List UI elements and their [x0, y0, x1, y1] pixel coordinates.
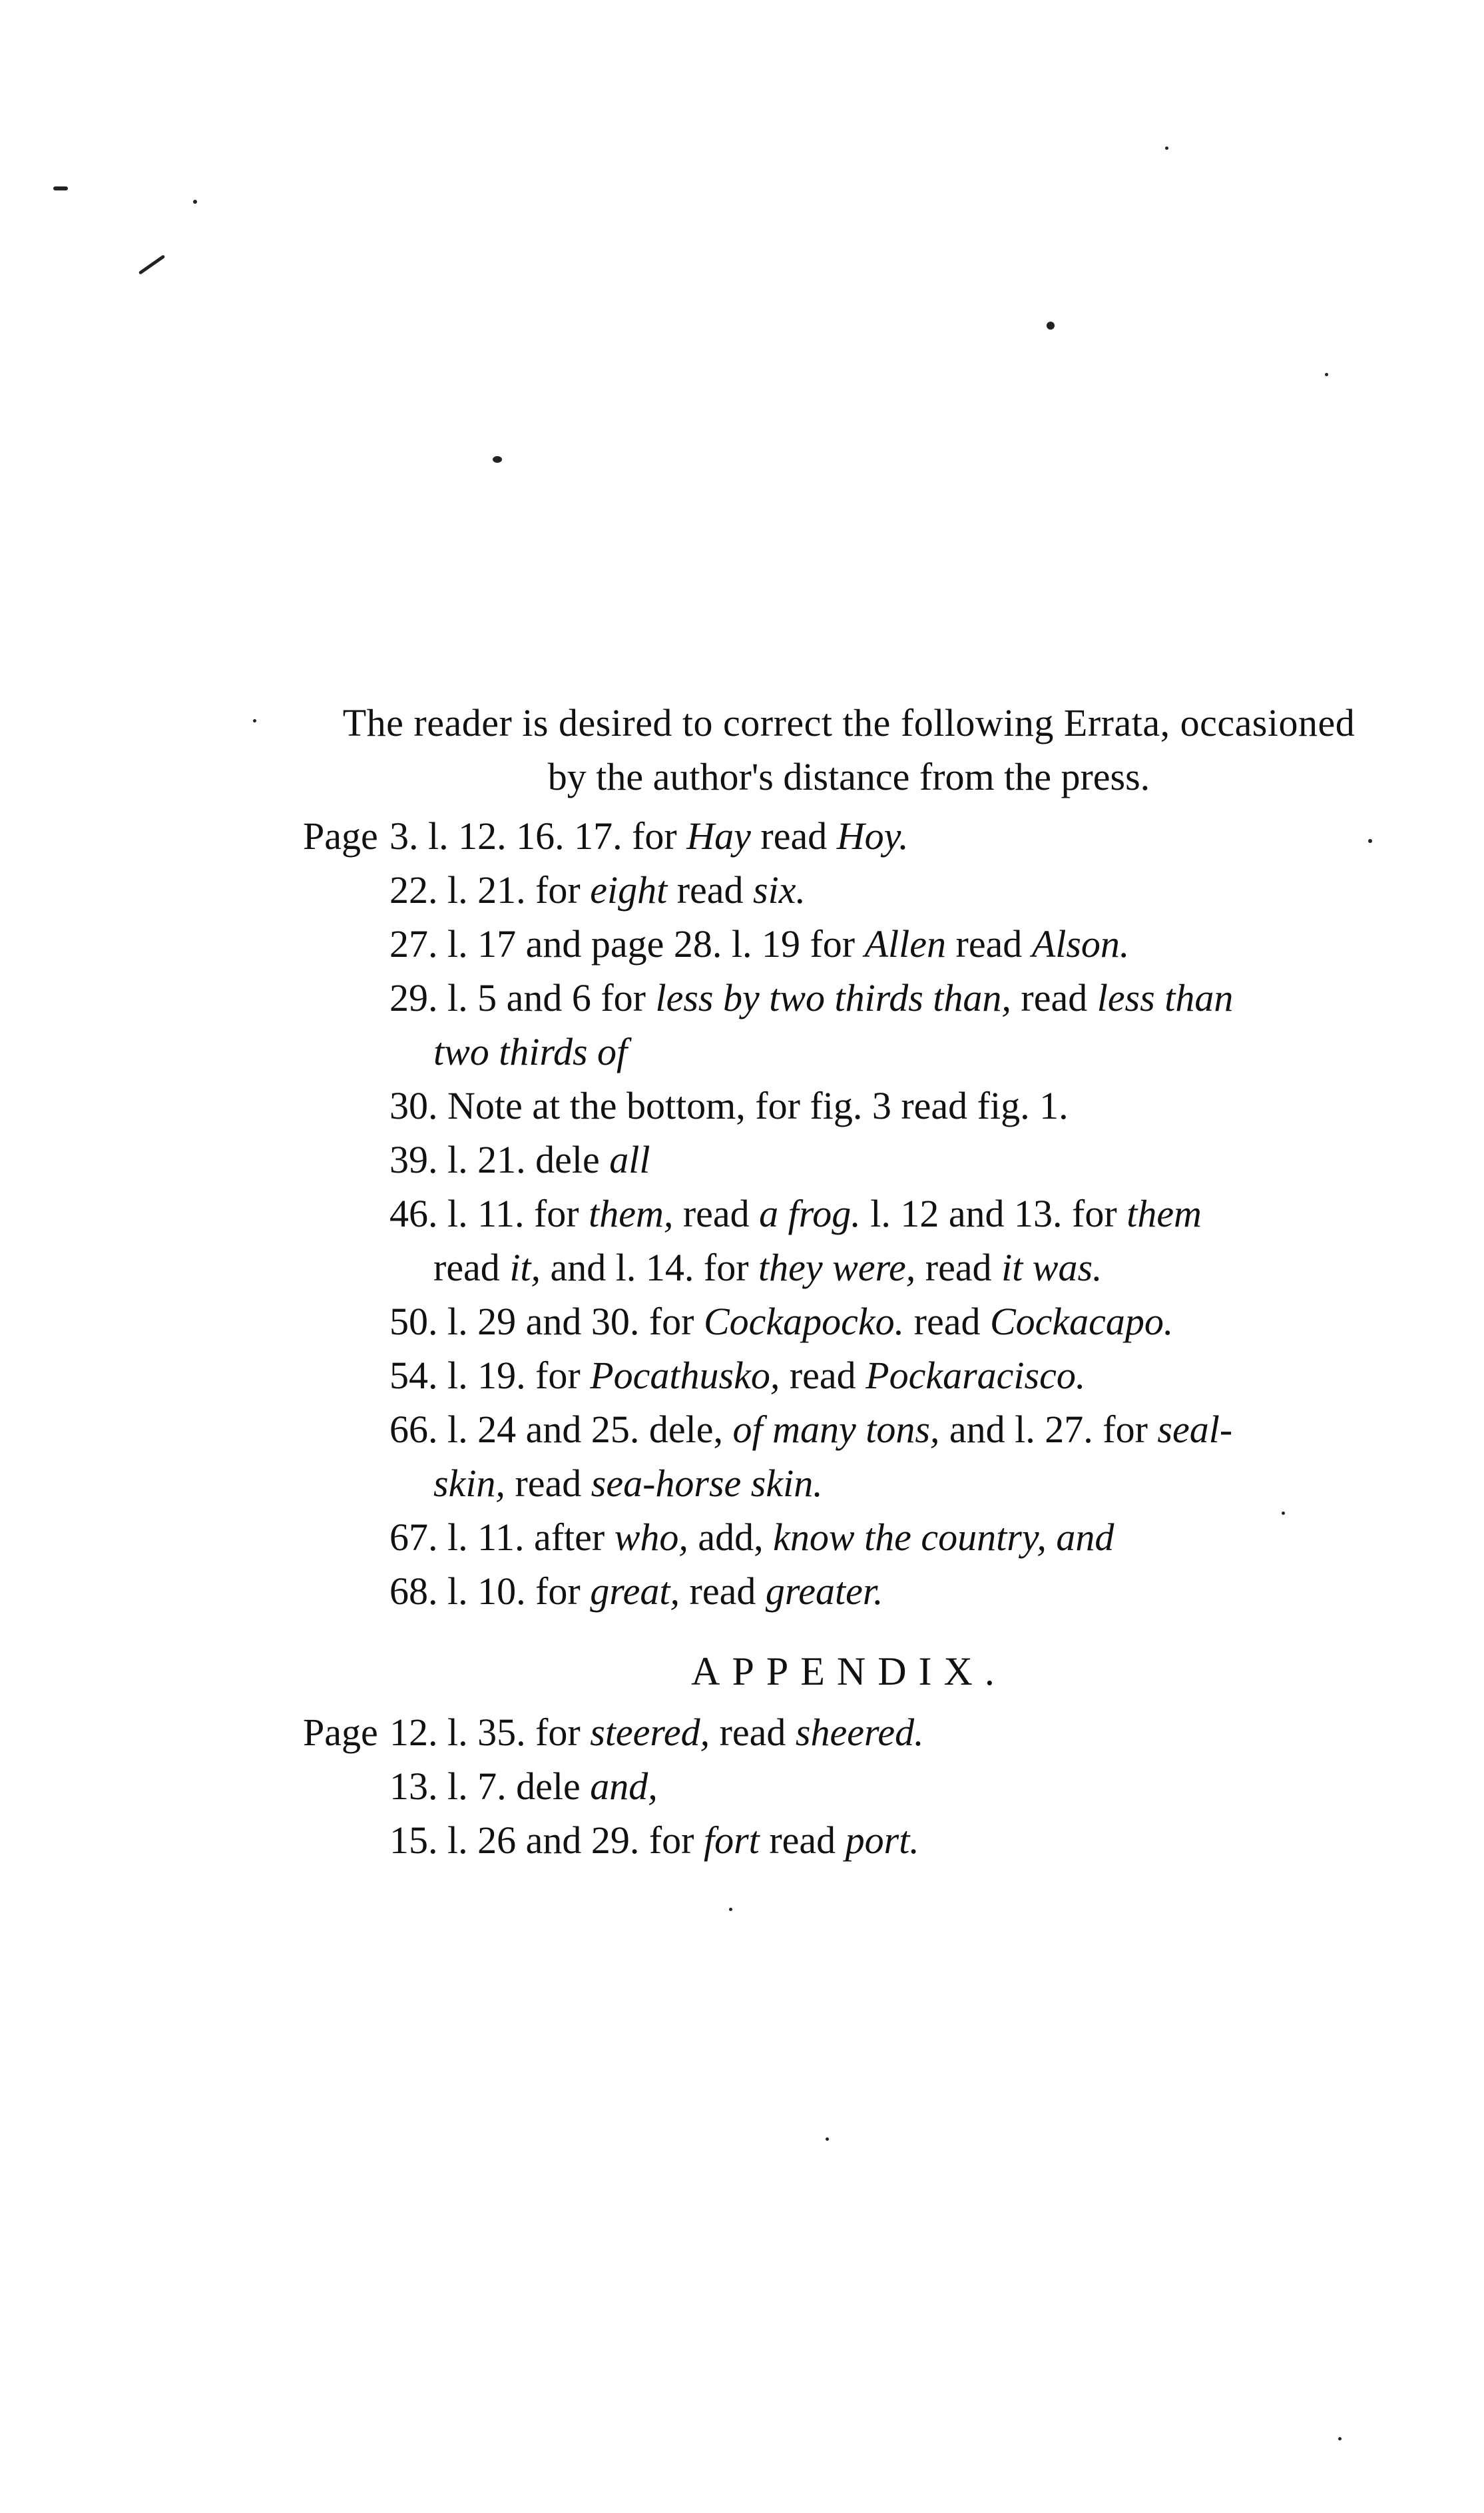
errata-text: 30. Note at the bottom, for fig. 3 read fig. 1. [389, 1084, 1069, 1127]
errata-italic-text: fort [704, 1818, 760, 1862]
errata-text: read [673, 1192, 760, 1235]
errata-entry-continuation [303, 1025, 1395, 1079]
errata-text: 66. l. 24 and 25. dele, [389, 1408, 733, 1451]
errata-italic-text: six. [753, 868, 806, 912]
errata-entry [303, 1187, 1395, 1294]
errata-text: add, [688, 1516, 774, 1559]
errata-text: read [915, 1246, 1002, 1289]
errata-entry [303, 1813, 1395, 1867]
errata-text: read [904, 1300, 990, 1343]
errata-entry [303, 809, 1395, 863]
errata-text: read [680, 1569, 766, 1613]
errata-entry [303, 1294, 1395, 1348]
errata-text: 46. l. 11. for [389, 1192, 589, 1235]
errata-text: 13. l. 7. dele [389, 1765, 591, 1808]
errata-entry-text [389, 1408, 1232, 1451]
errata-italic-text: eight [590, 868, 668, 912]
errata-heading-line-2: by the author's distance from the press. [547, 755, 1150, 798]
errata-italic-text: who, [614, 1516, 688, 1559]
errata-italic-text: it was. [1001, 1246, 1103, 1289]
errata-entry [303, 1348, 1395, 1402]
errata-italic-text: and, [590, 1765, 658, 1808]
errata-text: 50. l. 29 and 30. for [389, 1300, 704, 1343]
errata-text: 39. l. 21. dele [389, 1138, 610, 1181]
errata-entry [303, 1510, 1395, 1564]
scan-speck [1325, 373, 1328, 376]
errata-italic-text: them, [589, 1192, 674, 1235]
errata-italic-text: skin, [433, 1462, 505, 1505]
errata-text: and l. 27. for [939, 1408, 1158, 1451]
errata-italic-text: know the country, and [773, 1516, 1114, 1559]
scan-speck [193, 200, 197, 204]
errata-italic-text: all [609, 1138, 650, 1181]
errata-italic-text: it, [509, 1246, 541, 1289]
errata-entry-continuation [303, 1456, 1395, 1510]
errata-entry [303, 863, 1395, 917]
errata-text: read [667, 868, 754, 912]
errata-entry [303, 917, 1395, 971]
errata-entry-text [389, 868, 806, 912]
errata-entry [303, 971, 1395, 1079]
errata-italic-text: sea-horse skin. [591, 1462, 823, 1505]
errata-entry [303, 1079, 1395, 1133]
scan-speck [53, 186, 68, 190]
errata-entry [303, 1402, 1395, 1510]
errata-text: 68. l. 10. for [389, 1569, 591, 1613]
scan-speck [1338, 2437, 1342, 2440]
errata-entry-text [389, 1354, 1085, 1397]
errata-entry-text [389, 1516, 1114, 1559]
errata-text: and l. 14. for [541, 1246, 759, 1289]
scan-speck [493, 456, 502, 463]
errata-italic-text: Hoy. [836, 814, 909, 858]
errata-heading [303, 696, 1395, 804]
errata-italic-text: Cockapocko. [704, 1300, 905, 1343]
errata-text: read [433, 1246, 510, 1289]
errata-entry [303, 1759, 1395, 1813]
errata-text: 3. l. 12. 16. 17. for [389, 814, 687, 858]
errata-entry-text [389, 1084, 1069, 1127]
errata-entry [303, 1564, 1395, 1618]
errata-text: read [759, 1818, 846, 1862]
errata-text: read [946, 922, 1032, 966]
scan-speck [1165, 146, 1168, 150]
errata-italic-text: less than [1097, 976, 1234, 1019]
errata-text: l. 12 and 13. for [860, 1192, 1127, 1235]
errata-entry-text [389, 1818, 919, 1862]
errata-entry-text [389, 1138, 650, 1181]
scan-speck [1047, 322, 1055, 330]
errata-entry-text [389, 1765, 658, 1808]
errata-entry-text [389, 1711, 924, 1754]
errata-text: read [750, 814, 837, 858]
scan-speck [253, 719, 256, 722]
errata-entry [303, 1705, 1395, 1759]
errata-italic-text: them [1126, 1192, 1202, 1235]
errata-italic-text: of many tons, [732, 1408, 940, 1451]
errata-heading-line-1: The reader is desired to correct the following Errata, occasioned [342, 701, 1356, 744]
errata-italic-text: two thirds of [433, 1030, 628, 1073]
errata-block [303, 696, 1395, 1867]
appendix-list [303, 1705, 1395, 1867]
errata-text: 29. l. 5 and 6 for [389, 976, 656, 1019]
errata-entry-text [389, 1192, 1202, 1235]
appendix-title: APPENDIX. [691, 1649, 1007, 1693]
errata-italic-text: Pocathusko, [590, 1354, 780, 1397]
errata-text: 12. l. 35. for [389, 1711, 591, 1754]
errata-text: read [780, 1354, 866, 1397]
errata-entry-continuation [303, 1241, 1395, 1294]
errata-italic-text: Cockacapo. [989, 1300, 1174, 1343]
errata-italic-text: Alson. [1031, 922, 1130, 966]
errata-italic-text: less by two thirds than, [655, 976, 1011, 1019]
errata-italic-text: a frog. [759, 1192, 861, 1235]
errata-text: read [1011, 976, 1097, 1019]
errata-italic-text: Hay [686, 814, 751, 858]
errata-italic-text: Pockaracisco. [866, 1354, 1086, 1397]
errata-text: 27. l. 17 and page 28. l. 19 for [389, 922, 865, 966]
errata-text: read [710, 1711, 796, 1754]
errata-italic-text: they were, [758, 1246, 916, 1289]
errata-entry-text [389, 976, 1233, 1019]
errata-text: 54. l. 19. for [389, 1354, 591, 1397]
errata-italic-text: Allen [864, 922, 946, 966]
errata-entry [303, 1133, 1395, 1187]
errata-entry-lead: Page [303, 814, 378, 858]
errata-italic-text: port. [845, 1818, 919, 1862]
errata-italic-text: steered, [590, 1711, 710, 1754]
scan-speck [138, 254, 166, 274]
errata-text: 15. l. 26 and 29. for [389, 1818, 704, 1862]
scan-speck [729, 1908, 732, 1911]
errata-entry-text [389, 814, 909, 858]
errata-italic-text: great, [590, 1569, 680, 1613]
errata-italic-text: seal- [1157, 1408, 1233, 1451]
errata-entry-lead: Page [303, 1711, 378, 1754]
errata-entry-text [389, 1300, 1173, 1343]
errata-text: 22. l. 21. for [389, 868, 591, 912]
errata-list [303, 809, 1395, 1618]
errata-italic-text: sheered. [795, 1711, 924, 1754]
errata-entry-text [389, 922, 1129, 966]
scan-speck [826, 2137, 829, 2141]
errata-italic-text: greater. [765, 1569, 883, 1613]
errata-text: 67. l. 11. after [389, 1516, 615, 1559]
errata-text: read [505, 1462, 591, 1505]
errata-entry-text [389, 1569, 883, 1613]
